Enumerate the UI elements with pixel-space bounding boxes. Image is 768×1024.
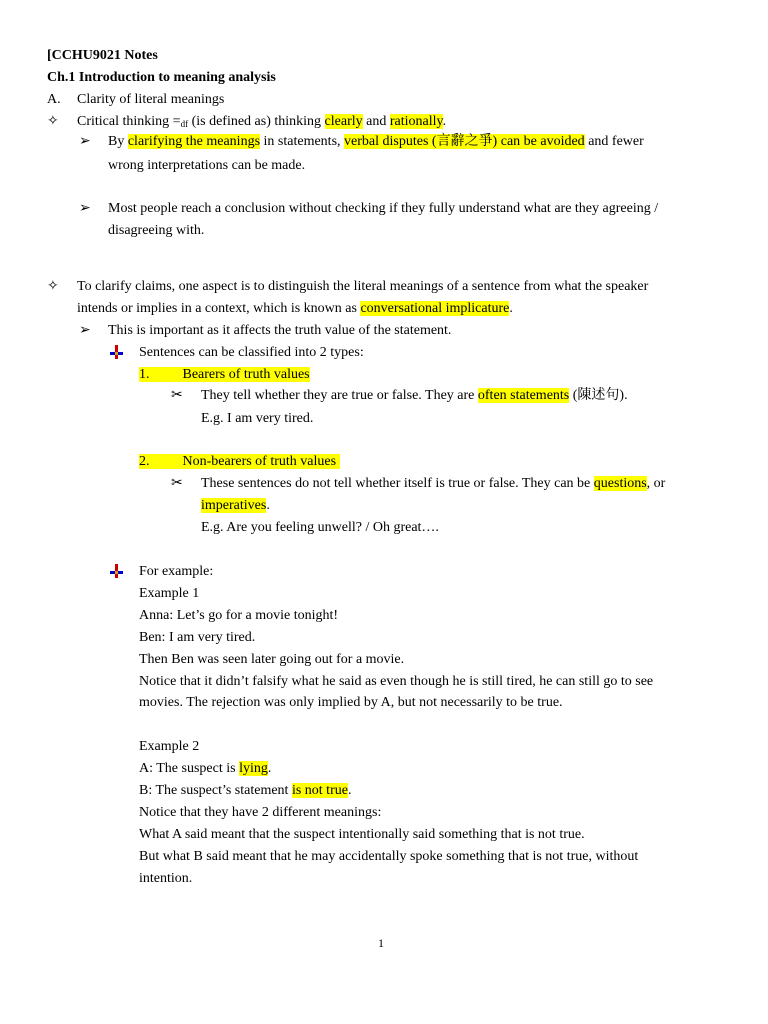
example1-line: Anna: Let’s go for a movie tonight! [139,608,339,623]
example2-title: Example 2 [139,739,200,754]
text-span: B: The suspect’s statement [139,783,292,798]
example2-line: Notice that they have 2 different meanings: [139,805,382,820]
for-example-line: For example: [139,564,214,579]
plus-bullet-icon [110,564,123,578]
section-title: Clarity of literal meanings [77,92,225,107]
highlight-lying: lying [239,761,268,776]
important-line: This is important as it affects the truth value of the statement. [108,323,452,338]
text-span: . [267,761,272,776]
type1-heading [139,366,310,384]
type1-description [201,387,628,405]
example2-line: intention. [139,871,193,886]
text-span: . [442,114,447,129]
text-span: These sentences do not tell whether itself is true or false. They can be [201,476,594,491]
text-span: . [347,783,352,798]
clarify-claims-line-2 [77,300,513,318]
clarify-claims-line-1: To clarify claims, one aspect is to distinguish the literal meanings of a sentence from what the speaker [77,279,649,294]
plus-bullet-icon [110,345,123,359]
arrow-bullet-icon: ➢ [79,134,91,149]
highlight-implicature: conversational implicature [360,301,510,316]
highlight-not-true: is not true [291,783,348,798]
page-number: 1 [378,936,384,950]
document-title: [CCHU9021 Notes [47,48,158,63]
scissors-bullet-icon: ✂ [171,388,183,403]
diamond-bullet-icon: ✧ [47,114,59,129]
highlight-imperatives: imperatives [201,498,267,513]
highlight-rationally: rationally [389,114,443,129]
text-span: By [108,134,128,149]
example1-line: Notice that it didn’t falsify what he said as even though he is still tired, he can still go to see [139,674,654,689]
text-span: in statements, [260,134,345,149]
type2-number: 2. [139,454,183,469]
type2-description-2 [201,497,270,515]
type1-number: 1. [139,367,183,382]
highlight-clarifying: clarifying the meanings [127,134,261,149]
scissors-bullet-icon: ✂ [171,476,183,491]
example1-line: movies. The rejection was only implied by A, but not necessarily to be true. [139,695,563,710]
most-people-line-1: Most people reach a conclusion without checking if they fully understand what are they agreeing / [108,201,659,216]
highlight-clearly: clearly [324,114,363,129]
text-span: . [266,498,270,513]
arrow-bullet-icon: ➢ [79,201,91,216]
text-span: intends or implies in a context, which is known as [77,301,361,316]
text-span: , or [646,476,666,491]
example2-line: But what B said meant that he may accidentally spoke something that is not true, without [139,849,639,864]
example2-line: What A said meant that the suspect intentionally said something that is not true. [139,827,585,842]
text-span: They tell whether they are true or false. They are [201,388,478,403]
example2-line-a [139,760,271,778]
type1-label: Bearers of truth values [182,367,310,382]
type2-heading [139,453,340,471]
text-span: (is defined as) thinking [188,114,325,129]
clarifying-line-1 [108,133,644,151]
highlight-questions: questions [593,476,647,491]
example2-line-b [139,782,351,800]
classified-line: Sentences can be classified into 2 types: [139,345,364,360]
type2-label: Non-bearers of truth values [183,454,341,469]
subscript-df: df [180,119,189,129]
most-people-line-2: disagreeing with. [108,223,205,238]
arrow-bullet-icon: ➢ [79,323,91,338]
highlight-verbal-disputes: verbal disputes (言辭之爭) can be avoided [344,134,585,149]
highlight-statements: often statements [477,388,570,403]
section-label: A. [47,92,61,107]
diamond-bullet-icon: ✧ [47,279,59,294]
example1-title: Example 1 [139,586,200,601]
example1-line: Ben: I am very tired. [139,630,256,645]
text-span: Critical thinking = [77,114,181,129]
critical-thinking-line [77,113,446,133]
text-span: A: The suspect is [139,761,240,776]
text-span: . [509,301,513,316]
type1-example: E.g. I am very tired. [201,411,314,426]
text-span: (陳述句). [569,388,628,403]
text-span: and [362,114,390,129]
example1-line: Then Ben was seen later going out for a movie. [139,652,405,667]
text-span: and fewer [584,134,644,149]
clarifying-line-2: wrong interpretations can be made. [108,158,306,173]
type2-example: E.g. Are you feeling unwell? / Oh great…. [201,520,439,535]
type2-description-1 [201,475,665,493]
chapter-heading: Ch.1 Introduction to meaning analysis [47,70,276,85]
